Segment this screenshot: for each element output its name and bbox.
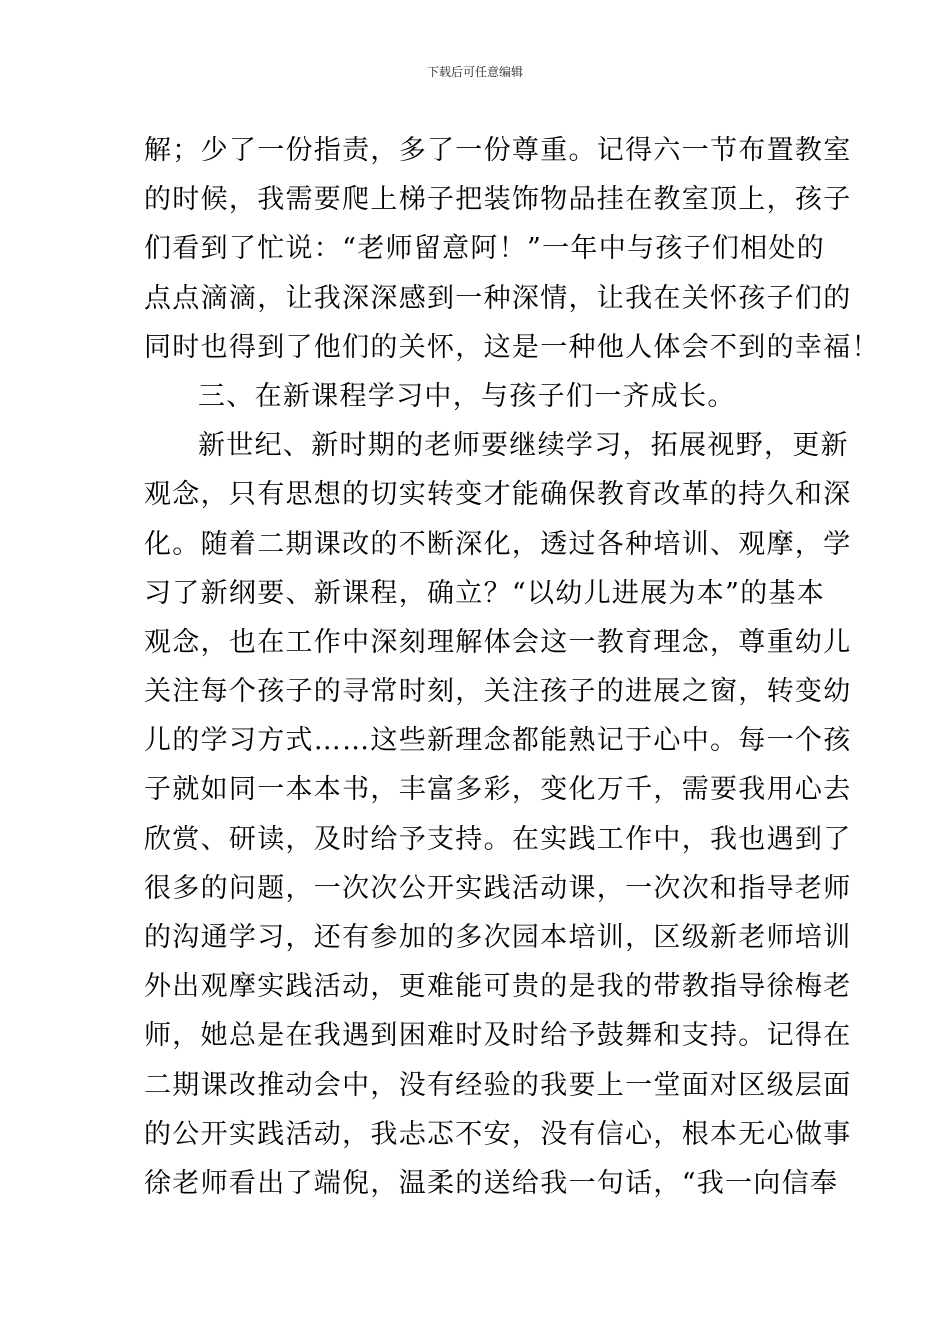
- text-line: 的时候，我需要爬上梯子把装饰物品挂在教室顶上，孩子: [144, 184, 852, 216]
- document-body: [144, 126, 880, 1208]
- text-line: 解；少了一份指责，多了一份尊重。记得六一节布置教室: [144, 135, 852, 166]
- text-line: 欣赏、研读，及时给予支持。在实践工作中，我也遇到了: [144, 823, 852, 855]
- page-header: 下载后可任意编辑: [426, 65, 523, 79]
- text-line: 徐老师看出了端倪，温柔的送给我一句话，“我一向信奉: [144, 1167, 839, 1199]
- section-heading: 三、在新课程学习中，与孩子们一齐成长。: [198, 380, 736, 412]
- text-line: 观念，也在工作中深刻理解体会这一教育理念，尊重幼儿: [144, 626, 852, 658]
- text-line: 儿的学习方式……这些新理念都能熟记于心中。每一个孩: [144, 725, 852, 757]
- text-line: 的公开实践活动，我忐忑不安，没有信心，根本无心做事: [144, 1118, 852, 1150]
- text-line: 习了新纲要、新课程，确立？“以幼儿进展为本”的基本: [144, 577, 826, 609]
- text-line: 点点滴滴，让我深深感到一种深情，让我在关怀孩子们的: [144, 282, 852, 314]
- text-line: 化。随着二期课改的不断深化，透过各种培训、观摩，学: [144, 528, 852, 560]
- text-line: 的沟通学习，还有参加的多次园本培训，区级新老师培训: [144, 922, 852, 953]
- text-line: 子就如同一本本书，丰富多彩，变化万千，需要我用心去: [144, 774, 852, 806]
- text-line: 观念，只有思想的切实转变才能确保教育改革的持久和深: [144, 479, 852, 511]
- text-line: 师，她总是在我遇到困难时及时给予鼓舞和支持。记得在: [144, 1020, 852, 1052]
- text-line: 很多的问题，一次次公开实践活动课，一次次和指导老师: [144, 872, 852, 904]
- text-line: 二期课改推动会中，没有经验的我要上一堂面对区级层面: [144, 1069, 852, 1101]
- text-line: 们看到了忙说：“老师留意阿！”一年中与孩子们相处的: [144, 233, 826, 265]
- paragraph-start-line: 新世纪、新时期的老师要继续学习，拓展视野，更新: [198, 430, 849, 462]
- text-line: 外出观摩实践活动，更难能可贵的是我的带教指导徐梅老: [144, 971, 852, 1003]
- text-line: 同时也得到了他们的关怀，这是一种他人体会不到的幸福！: [144, 331, 880, 363]
- text-line: 关注每个孩子的寻常时刻，关注孩子的进展之窗，转变幼: [144, 676, 852, 708]
